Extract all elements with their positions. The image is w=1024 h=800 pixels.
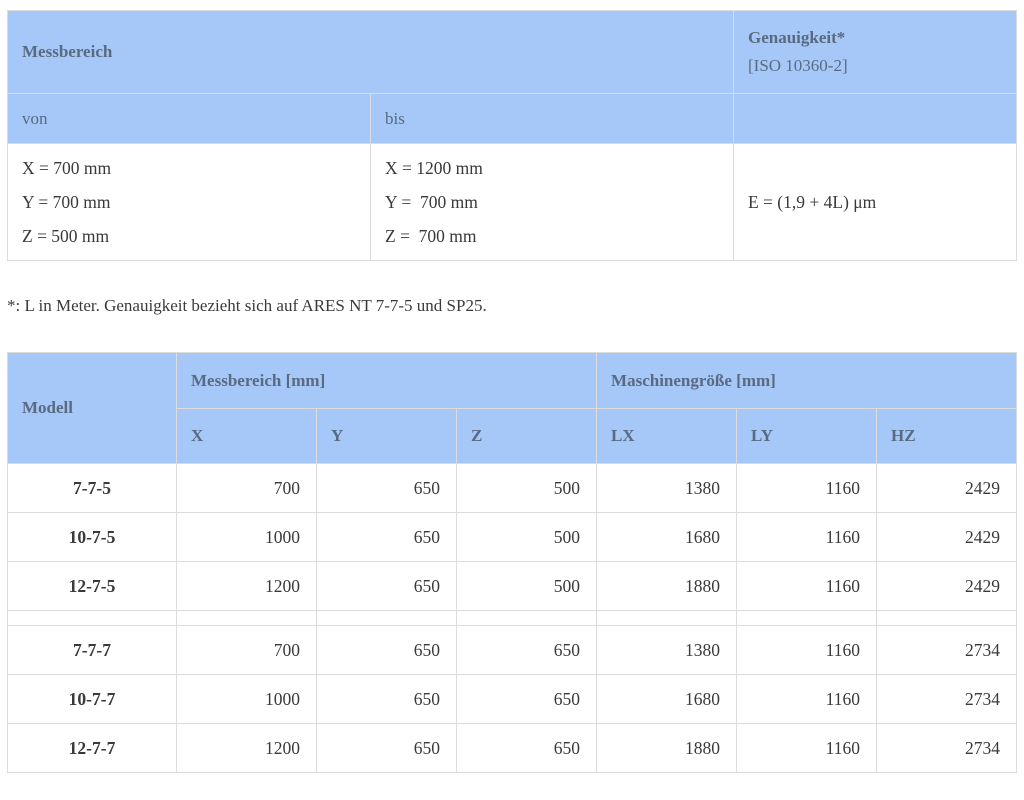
cell-ly: 1160 [737, 724, 877, 773]
cell-z: 650 [457, 724, 597, 773]
cell-ly: 1160 [737, 675, 877, 724]
cell-z: 500 [457, 464, 597, 513]
cell-y: 650 [317, 724, 457, 773]
modell-header: Modell [8, 353, 177, 464]
cell-lx: 1380 [597, 626, 737, 675]
table-row [8, 464, 1017, 513]
cell-y: 650 [317, 562, 457, 611]
spacer-row [8, 611, 1017, 626]
iso-standard: [ISO 10360-2] [748, 56, 848, 75]
model-name: 7-7-7 [8, 626, 177, 675]
bis-y: Y = 700 mm [385, 192, 478, 212]
model-name: 7-7-5 [8, 464, 177, 513]
table-row [8, 562, 1017, 611]
genauigkeit-label: Genauigkeit* [748, 28, 846, 47]
cell-x: 700 [177, 626, 317, 675]
cell-z: 650 [457, 626, 597, 675]
col-y-header: Y [317, 409, 457, 464]
von-header: von [8, 94, 371, 144]
table-row [8, 626, 1017, 675]
bis-x: X = 1200 mm [385, 158, 483, 178]
table-row [8, 513, 1017, 562]
model-name: 12-7-7 [8, 724, 177, 773]
accuracy-formula: E = (1,9 + 4L) μm [734, 144, 1017, 261]
cell-z: 650 [457, 675, 597, 724]
cell-y: 650 [317, 675, 457, 724]
col-z-header: Z [457, 409, 597, 464]
von-y: Y = 700 mm [22, 192, 111, 212]
cell-x: 1000 [177, 513, 317, 562]
models-table [7, 352, 1017, 773]
messbereich-header: Messbereich [8, 11, 734, 94]
cell-lx: 1380 [597, 464, 737, 513]
cell-ly: 1160 [737, 464, 877, 513]
cell-ly: 1160 [737, 626, 877, 675]
von-x: X = 700 mm [22, 158, 112, 178]
cell-lx: 1880 [597, 724, 737, 773]
genauigkeit-header [734, 11, 1017, 94]
col-ly-header: LY [737, 409, 877, 464]
col-hz-header: HZ [877, 409, 1017, 464]
cell-x: 1200 [177, 724, 317, 773]
table-row [8, 675, 1017, 724]
cell-lx: 1880 [597, 562, 737, 611]
col-x-header: X [177, 409, 317, 464]
cell-y: 650 [317, 626, 457, 675]
cell-y: 650 [317, 513, 457, 562]
cell-hz: 2429 [877, 513, 1017, 562]
empty-subheader [734, 94, 1017, 144]
footnote: *: L in Meter. Genauigkeit bezieht sich auf ARES NT 7-7-5 und SP25. [7, 296, 487, 315]
cell-y: 650 [317, 464, 457, 513]
bis-z: Z = 700 mm [385, 226, 477, 246]
cell-x: 700 [177, 464, 317, 513]
bis-header: bis [371, 94, 734, 144]
cell-hz: 2734 [877, 724, 1017, 773]
cell-z: 500 [457, 562, 597, 611]
cell-hz: 2734 [877, 675, 1017, 724]
model-name: 12-7-5 [8, 562, 177, 611]
cell-x: 1200 [177, 562, 317, 611]
accuracy-table [7, 10, 1017, 261]
cell-x: 1000 [177, 675, 317, 724]
cell-hz: 2734 [877, 626, 1017, 675]
model-name: 10-7-7 [8, 675, 177, 724]
bis-values [371, 144, 734, 261]
table-row [8, 724, 1017, 773]
maschinengroesse-header: Maschinengröße [mm] [597, 353, 1017, 409]
cell-lx: 1680 [597, 513, 737, 562]
cell-z: 500 [457, 513, 597, 562]
cell-hz: 2429 [877, 464, 1017, 513]
model-name: 10-7-5 [8, 513, 177, 562]
von-z: Z = 500 mm [22, 226, 110, 246]
cell-hz: 2429 [877, 562, 1017, 611]
cell-ly: 1160 [737, 562, 877, 611]
messbereich-mm-header: Messbereich [mm] [177, 353, 597, 409]
von-values [8, 144, 371, 261]
cell-ly: 1160 [737, 513, 877, 562]
col-lx-header: LX [597, 409, 737, 464]
cell-lx: 1680 [597, 675, 737, 724]
